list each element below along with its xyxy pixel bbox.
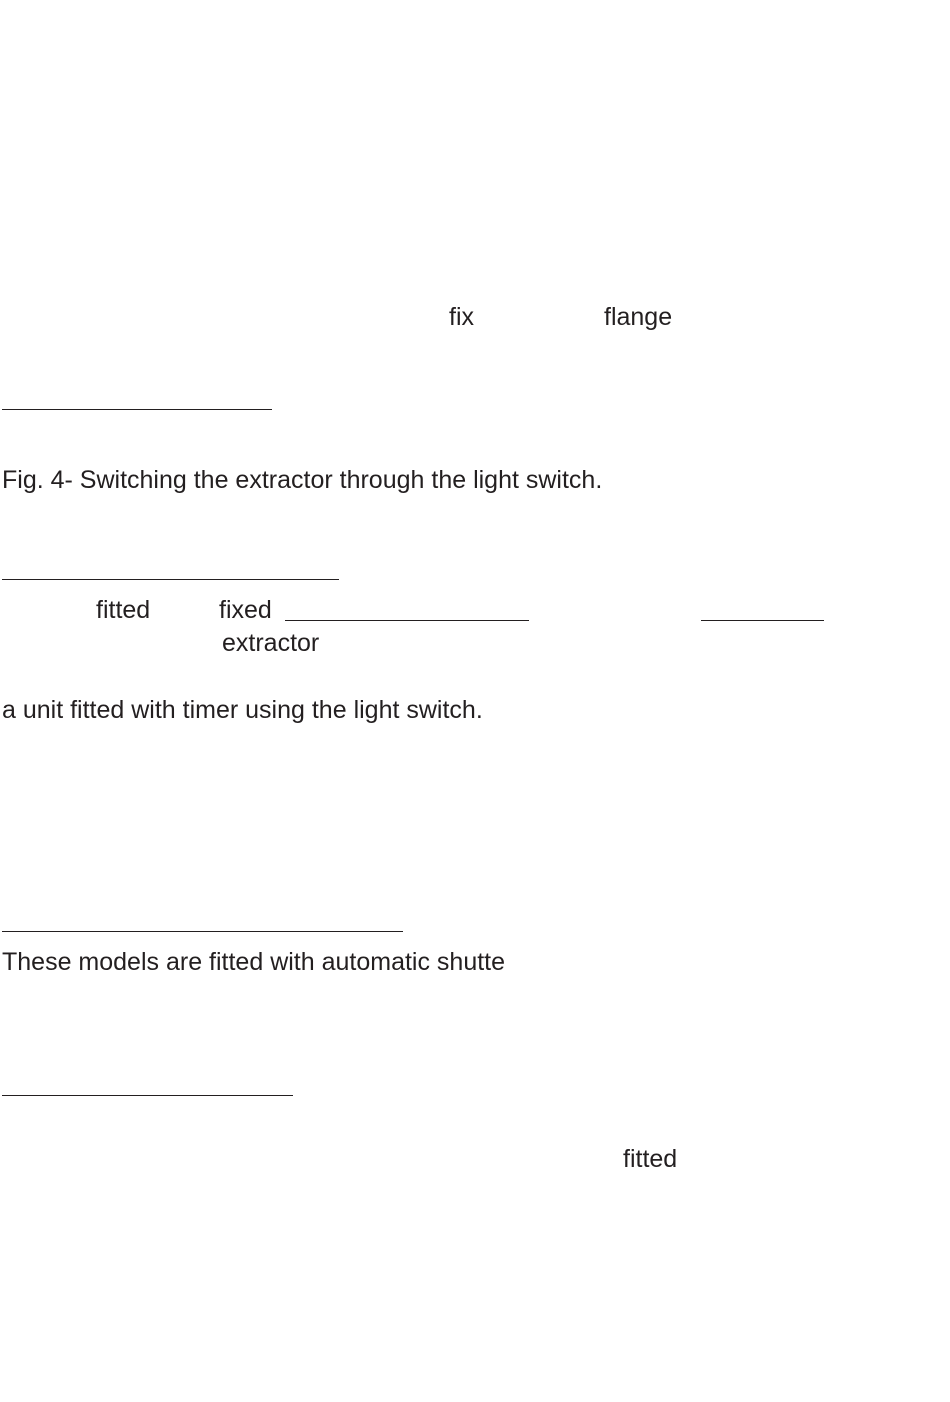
heading-underline-1 xyxy=(2,409,272,410)
timer-sentence: a unit fitted with timer using the light switch. xyxy=(2,696,483,724)
text-fitted: fitted xyxy=(96,596,151,624)
shutter-sentence: These models are fitted with automatic shutte xyxy=(2,948,506,976)
heading-underline-3 xyxy=(2,931,403,932)
text-underline-1 xyxy=(285,620,529,621)
heading-underline-2 xyxy=(2,579,339,580)
text-fix: fix xyxy=(449,303,474,331)
text-fixed: fixed xyxy=(219,596,272,624)
heading-underline-4 xyxy=(2,1095,293,1096)
text-fitted-2: fitted xyxy=(623,1145,678,1173)
text-underline-2 xyxy=(701,620,824,621)
figure-4-caption: Fig. 4- Switching the extractor through the light switch. xyxy=(2,466,603,494)
text-flange: flange xyxy=(604,303,673,331)
text-extractor: extractor xyxy=(222,629,320,657)
